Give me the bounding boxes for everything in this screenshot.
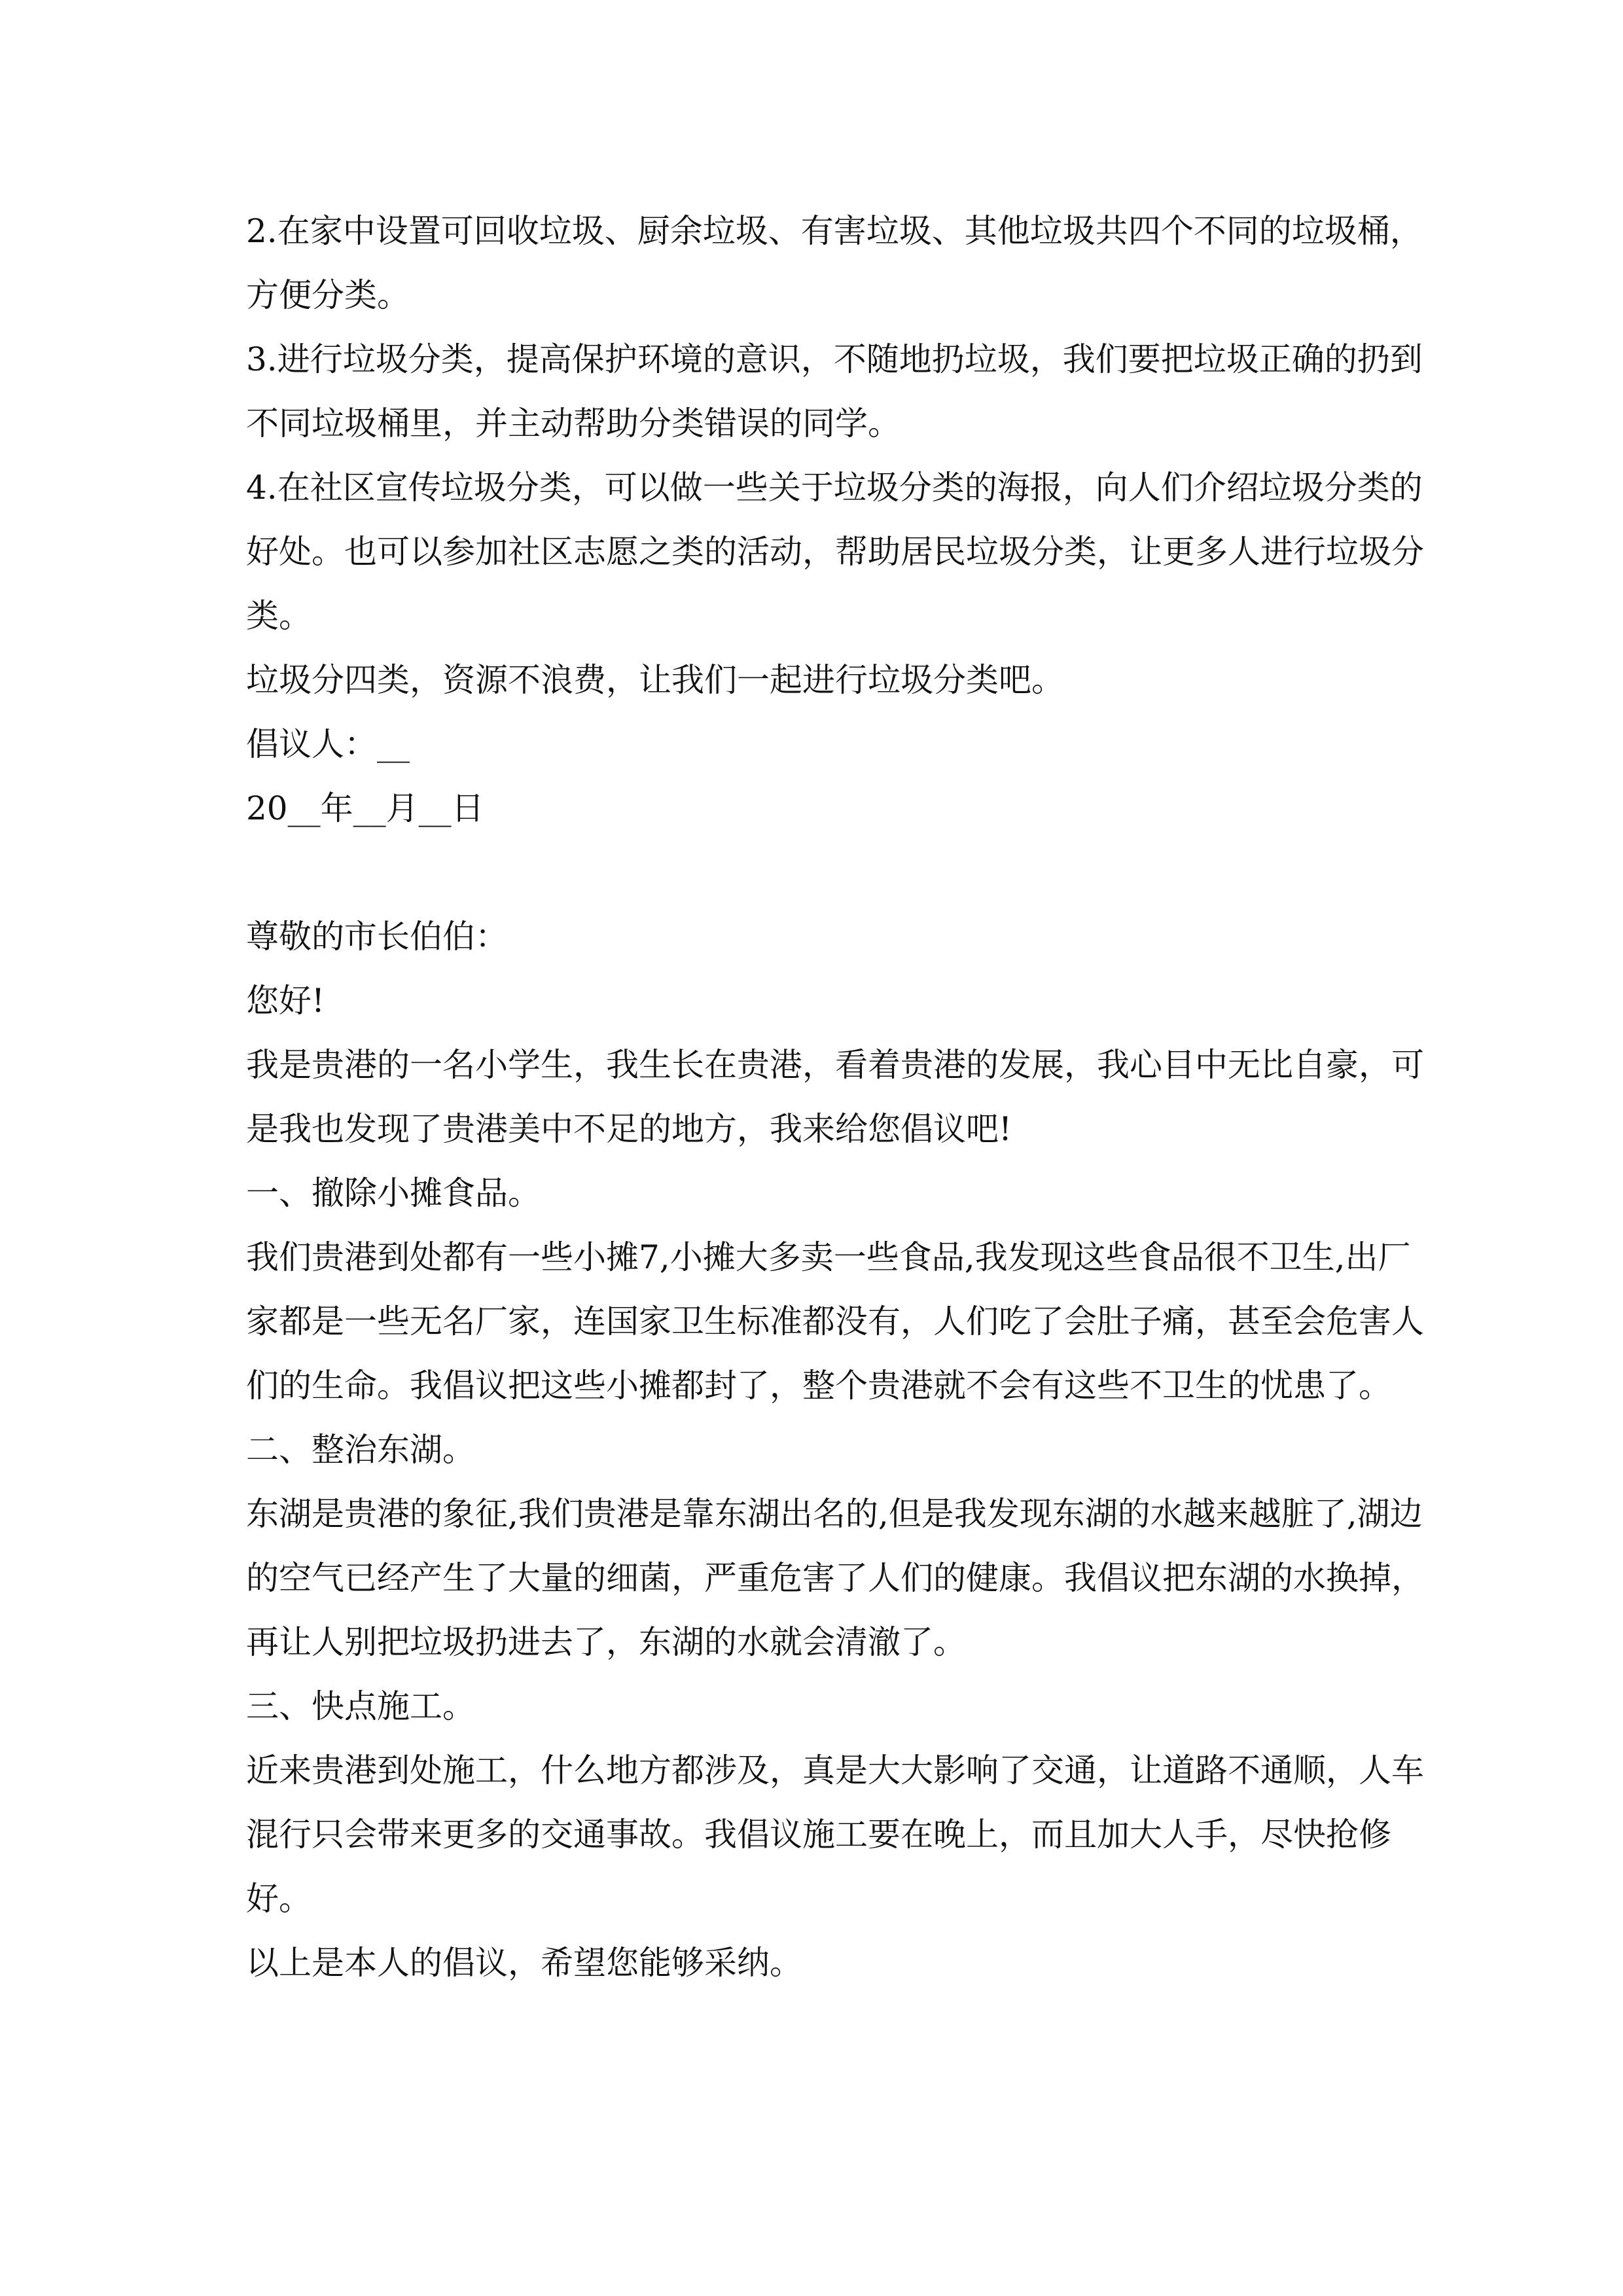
section-3-body: 近来贵港到处施工，什么地方都涉及，真是大大影响了交通，让道路不通顺，人车混行只会带来更多的交通事故。我倡议施工要在晚上，而且加大人手，尽快抢修好。 [246,1751,1424,1918]
proposal-item-3: 3.进行垃圾分类，提高保护环境的意识，不随地扔垃圾，我们要把垃圾正确的扔到不同垃圾桶里，并主动帮助分类错误的同学。 [246,340,1423,442]
letter-closing: 以上是本人的倡议，希望您能够采纳。 [246,1944,802,1982]
salutation: 尊敬的市长伯伯： [246,918,508,956]
section-2-body: 东湖是贵港的象征,我们贵港是靠东湖出名的,但是我发现东湖的水越来越脏了,湖边的空气已经产生了大量的细菌，严重危害了人们的健康。我倡议把东湖的水换掉，再让人别把垃圾扔进去了，东湖的水就会清澈了。 [246,1495,1424,1661]
section-3-title: 三、快点施工。 [246,1687,475,1725]
greeting: 您好! [246,982,325,1020]
section-1-title: 一、撤除小摊食品。 [246,1174,541,1212]
section-1-body: 我们贵港到处都有一些小摊7,小摊大多卖一些食品,我发现这些食品很不卫生,出厂家都是一些无名厂家，连国家卫生标准都没有，人们吃了会肚子痛，甚至会危害人们的生命。我倡议把这些小摊都封了，整个贵港就不会有这些不卫生的忧患了。 [246,1238,1424,1405]
proposal-item-2: 2.在家中设置可回收垃圾、厨余垃圾、有害垃圾、其他垃圾共四个不同的垃圾桶，方便分类。 [246,212,1423,314]
section-2-title: 二、整治东湖。 [246,1431,475,1469]
proposal-item-4: 4.在社区宣传垃圾分类，可以做一些关于垃圾分类的海报，向人们介绍垃圾分类的好处。也可以参加社区志愿之类的活动，帮助居民垃圾分类，让更多人进行垃圾分类。 [246,469,1424,635]
intro-paragraph: 我是贵港的一名小学生，我生长在贵港，看着贵港的发展，我心目中无比自豪，可是我也发现了贵港美中不足的地方，我来给您倡议吧! [246,1046,1424,1148]
document-body [246,199,1424,1995]
section-gap [246,840,1424,905]
date-line: 20__年__月__日 [246,789,484,827]
proposal-closing: 垃圾分四类，资源不浪费，让我们一起进行垃圾分类吧。 [246,661,1064,699]
signer-line: 倡议人：__ [246,725,410,763]
